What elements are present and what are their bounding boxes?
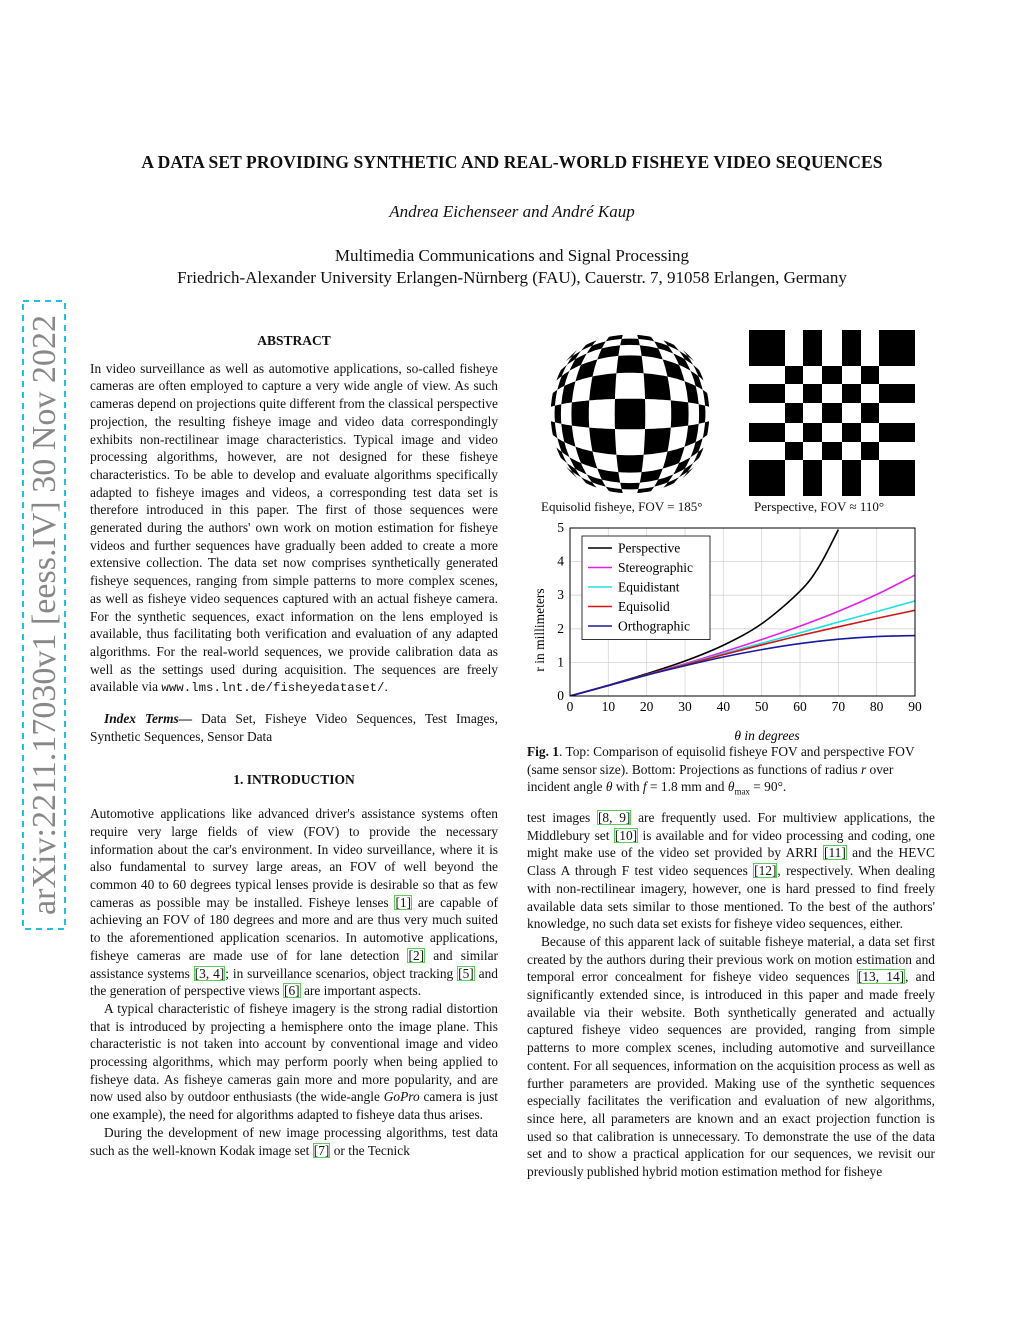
checker-cell [671,400,689,427]
x-tick-label: 30 [678,699,692,714]
checker-cell [615,399,646,430]
y-tick-label: 3 [557,587,564,603]
checker-cell [637,335,654,342]
checker-cell [785,403,803,423]
y-axis-label: r in millimeters [532,588,547,672]
checker-cell [822,442,842,460]
affiliation-line-1: Multimedia Communications and Signal Processing [334,246,690,265]
checker-cell [803,330,822,366]
x-tick-label: 80 [869,699,884,714]
checker-cell [644,373,671,400]
arxiv-stamp-text: arXiv:2211.17030v1 [eess.IV] 30 Nov 2022 [26,315,63,915]
checker-cell [861,366,879,384]
x-tick-label: 90 [908,699,922,714]
citation-link[interactable]: [3, 4] [194,965,225,981]
x-tick-label: 50 [754,699,769,714]
right-paragraph-1: test images [8, 9] are frequently used. For multiview applications, the Middlebury set [10] is available and for video processing and coding, one might make use of the video set provided by ARRI [11] and the HEVC Class A through F test video sequences [12], respectively. When dealing with non-rectilinear imagery, however, one is hard pressed to find freely available data sets similar to those mentioned. To the best of the authors' knowledge, no such data set exists for fisheye video sequences, either. [527,810,936,932]
series-line-orthographic [570,636,915,696]
checker-cell [703,421,710,438]
checker-cell [785,366,803,384]
checker-cell [620,339,640,346]
right-column [527,809,935,1181]
checker-cell [699,404,706,424]
checker-cell [616,355,643,373]
citation-link[interactable]: [2] [408,947,425,963]
projection-chart [520,518,940,744]
legend-entry: Perspective [618,540,681,556]
checker-cell [606,335,623,342]
checker-cell [879,384,915,403]
checker-cell [803,423,822,442]
right-paragraph-2: Because of this apparent lack of suitable fisheye material, a data set first created by the authors during their previous work on motion estimation and temporal error concealment for fisheye video sequences [13, 14], and significantly extended since, is introduced in this paper and made freely available via their website. Both synthetically generated and actually captured fisheye video sequences are provided, ranging from simple patterns to more complex scenes, including automotive and surveillance content. For all sequences, information on the acquisition process as well as further parameters are provided. Making use of the synthetic sequences especially facilitates the verification and evaluation of new algorithms, since here, all parameters are known and an exact projection function is used so that calibration is unnecessary. To demonstrate the use of the data set and to show a practical application for our sequences, we revisit our previously published hybrid motion estimation method for fisheye [527,933,935,1180]
citation-link[interactable]: [1] [395,894,412,910]
checker-cell [879,423,915,442]
checker-cell [749,423,785,442]
abstract-text: In video surveillance as well as automotive applications, so-called fisheye cameras are often employed to capture a very wide angle of view. As such cameras depend on projections quite different from the classical perspective projection, the resulting fisheye image and video data correspondingly exhibits non-rectilinear image characteristics. Typical image and video processing algorithms, however, are not designed for these fisheye characteristics. To be able to develop and evaluate algorithms specifically adapted to fisheye images and videos, a corresponding test data set is therefore introduced in this paper. The first of those sequences were generated during the authors' own work on motion estimation for fisheye videos and further sequences have gradually been added to create a more extensive collection. The data set now comprises synthetically generated fisheye sequences, ranging from simple patterns to more complex scenes, as well as fisheye video sequences captured with an actual fisheye camera. For the synthetic sequences, exact information on the lens employed is available, thus facilitating both verification and evaluation of any adapted algorithms. For the real-world sequences, we provide calibration data as well as the settings used during acquisition. The sequences are freely available via www.lms.lnt.de/fisheyedataset/. [90,360,498,696]
fisheye-checkerboard [546,330,714,498]
checker-cell [749,384,785,403]
fisheye-label: Equisolid fisheye, FOV = 185° [541,499,703,514]
y-tick-label: 1 [557,654,564,670]
checker-cell [644,428,671,455]
checker-cell [620,483,640,490]
perspective-checkerboard [749,330,915,496]
x-tick-label: 10 [601,699,616,714]
checker-cell [551,421,558,438]
checker-cell [842,423,861,442]
checker-cell [861,442,879,460]
x-tick-label: 70 [831,699,846,714]
intro-heading: 1. INTRODUCTION [233,772,355,788]
checker-cell [555,404,562,424]
x-axis-label: θ in degrees [734,728,800,743]
checker-cell [749,460,785,496]
x-tick-label: 40 [716,699,731,714]
checker-cell [589,373,616,400]
citation-link[interactable]: [10] [614,827,638,843]
checker-cell [803,460,822,496]
dataset-url-link[interactable]: www.lms.lnt.de/fisheyedataset/ [161,681,385,696]
legend-entry: Stereographic [618,560,693,575]
y-tick-label: 5 [557,520,564,535]
intro-paragraph-2: A typical characteristic of fisheye imagery is the strong radial distortion that is introduced by projecting a hemisphere onto the image plane. This characteristic is not taken into account by conventional image and video processing algorithms, which may perform poorly when being applied to fisheye data. As fisheye cameras gain more and more popularity, and are now used also by outdoor enthusiasts (the wide-angle GoPro camera is just one example), the need for algorithms adapted to fisheye data thus arises. [90,1000,498,1123]
checker-cell [616,455,643,473]
checker-cell [861,403,879,423]
citation-link[interactable]: [6] [283,983,300,999]
checker-cell [637,487,654,494]
intro-paragraph-3: During the development of new image processing algorithms, test data such as the well-known Kodak image set [7] or the Tecnick [90,1124,498,1158]
y-tick-label: 2 [557,620,564,636]
checker-cell [822,366,842,384]
legend-entry: Equisolid [618,599,670,614]
authors: Andrea Eichenseer and André Kaup [389,202,635,221]
y-tick-label: 0 [557,688,564,703]
figure-caption: Fig. 1. Top: Comparison of equisolid fisheye FOV and perspective FOV (same sensor size). Bottom: Projections as functions of radius r over incident angle θ with f = 1.8 mm and $\theta_{max} = 90^\circ$. [527,744,915,797]
x-tick-label: 0 [566,699,574,714]
checker-cell [785,442,803,460]
checker-cell [551,390,558,407]
arxiv-stamp [22,300,66,930]
citation-link[interactable]: [8, 9] [597,810,631,825]
legend-entry: Orthographic [618,618,690,634]
citation-link[interactable]: [13, 14] [857,969,905,985]
perspective-label: Perspective, FOV ≈ 110° [754,499,885,514]
checker-cell [571,400,589,427]
checker-cell [842,330,861,366]
citation-link[interactable]: [12] [754,863,777,879]
checker-cell [803,384,822,403]
left-column [90,332,498,1159]
y-tick-label: 4 [557,553,564,569]
checker-cell [703,390,710,407]
checker-cell [842,460,861,496]
legend-entry: Equidistant [618,579,680,595]
paper-title: A DATA SET PROVIDING SYNTHETIC AND REAL-WORLD FISHEYE VIDEO SEQUENCES [141,152,883,172]
checker-cell [879,330,915,366]
citation-link[interactable]: [11] [823,845,846,861]
x-tick-label: 60 [793,699,807,714]
index-terms: Index Terms— Data Set, Fisheye Video Sequences, Test Images, Synthetic Sequences, Sensor Data [90,711,498,744]
citation-link[interactable]: [5] [458,965,474,981]
citation-link[interactable]: [7] [313,1142,330,1158]
checker-cell [749,330,785,366]
abstract-heading: ABSTRACT [257,333,331,348]
affiliation-line-2: Friedrich-Alexander University Erlangen-Nürnberg (FAU), Cauerstr. 7, 91058 Erlangen, Germany [177,268,847,287]
checker-cell [589,428,616,455]
x-tick-label: 20 [639,699,654,714]
checker-cell [879,460,915,496]
checker-cell [822,403,842,423]
checker-cell [842,384,861,403]
intro-paragraph-1: Automotive applications like advanced driver's assistance systems often require very large fields of view (FOV) to provide the necessary information about the car's environment. In video surveillance, where it is also fundamental to survey large areas, an FOV of well beyond the common 40 to 60 degrees typical lenses provide is desirable so that as few cameras as possible may be installed. Fisheye lenses [1] are capable of achieving an FOV of 180 degrees and more and are thus very much suited to the aforementioned application scenarios. In automotive applications, fisheye cameras are made use of for lane detection [2] and similar assistance systems [3, 4]; in surveillance scenarios, object tracking [5] and the generation of perspective views [6] are important aspects. [90,806,498,999]
checker-cell [606,487,623,494]
